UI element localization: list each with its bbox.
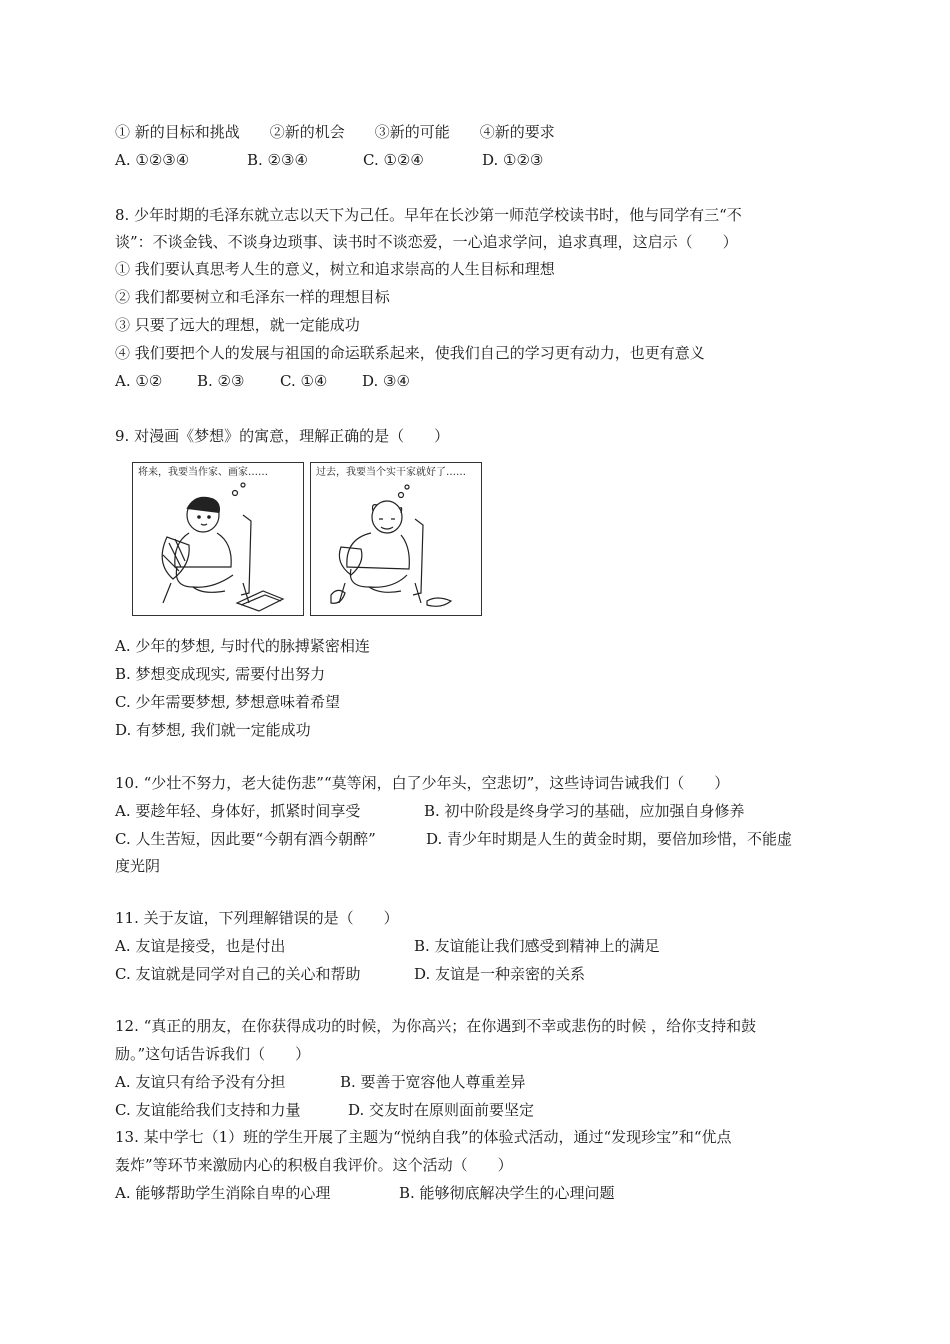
q8-item-1: ① 我们要认真思考人生的意义，树立和追求崇高的人生目标和理想 — [115, 260, 555, 278]
q11-choice-a: A. 友谊是接受，也是付出 — [115, 937, 286, 955]
q10-stem: 10. “少壮不努力，老大徒伤悲”“莫等闲，白了少年头，空悲切”，这些诗词告诫我们（ ） — [115, 774, 730, 792]
q9-choice-c: C. 少年需要梦想, 梦想意味着希望 — [115, 693, 341, 711]
q13-choice-b: B. 能够彻底解决学生的心理问题 — [399, 1184, 615, 1202]
q10-choice-d-line1: D. 青少年时期是人生的黄金时期，要倍加珍惜，不能虚 — [426, 830, 793, 848]
q11-choice-c: C. 友谊就是同学对自己的关心和帮助 — [115, 965, 361, 983]
q11-choice-b: B. 友谊能让我们感受到精神上的满足 — [414, 937, 660, 955]
q11-stem: 11. 关于友谊，下列理解错误的是（ ） — [115, 909, 399, 927]
old-man-drawing — [311, 463, 481, 615]
q12-choice-d: D. 交友时在原则面前要坚定 — [348, 1101, 535, 1119]
q12-choice-a: A. 友谊只有给予没有分担 — [115, 1073, 286, 1091]
q7-options-line: ① 新的目标和挑战 ②新的机会 ③新的可能 ④新的要求 — [115, 123, 555, 141]
q8-stem-line1: 8. 少年时期的毛泽东就立志以天下为己任。早年在长沙第一师范学校读书时，他与同学有三“不 — [115, 206, 742, 224]
q13-stem-line1: 13. 某中学七（1）班的学生开展了主题为“悦纳自我”的体验式活动，通过“发现珍宝”和“优点 — [115, 1128, 732, 1146]
q12-choice-b: B. 要善于宽容他人尊重差异 — [340, 1073, 526, 1091]
q9-choice-d: D. 有梦想, 我们就一定能成功 — [115, 721, 311, 739]
q13-choice-a: A. 能够帮助学生消除自卑的心理 — [115, 1184, 331, 1202]
q8-choice-a: A. ①② — [115, 372, 163, 390]
q8-choice-b: B. ②③ — [197, 372, 245, 390]
cartoon-panel-old — [310, 462, 482, 616]
cartoon-caption-old: 过去，我要当个实干家就好了…… — [316, 467, 466, 478]
q8-item-2: ② 我们都要树立和毛泽东一样的理想目标 — [115, 288, 390, 306]
q10-choice-b: B. 初中阶段是终身学习的基础，应加强自身修养 — [424, 802, 745, 820]
q8-stem-line2: 谈”：不谈金钱、不谈身边琐事、读书时不谈恋爱，一心追求学问，追求真理，这启示（ ） — [115, 233, 738, 251]
q11-choice-d: D. 友谊是一种亲密的关系 — [414, 965, 586, 983]
q13-stem-line2: 轰炸”等环节来激励内心的积极自我评价。这个活动（ ） — [115, 1156, 513, 1174]
cartoon-dream — [128, 462, 492, 620]
q10-choice-d-line2: 度光阴 — [115, 857, 161, 875]
q8-item-3: ③ 只要了远大的理想，就一定能成功 — [115, 316, 360, 334]
cartoon-caption-young: 将来，我要当作家、画家…… — [138, 467, 268, 478]
q12-stem-line1: 12. “真正的朋友，在你获得成功的时候，为你高兴；在你遇到不幸或悲伤的时候 ，给你支持和鼓 — [115, 1017, 757, 1035]
q12-choice-c: C. 友谊能给我们支持和力量 — [115, 1101, 301, 1119]
q7-choice-d: D. ①②③ — [482, 151, 544, 169]
q9-choice-a: A. 少年的梦想, 与时代的脉搏紧密相连 — [115, 637, 370, 655]
q8-choice-d: D. ③④ — [362, 372, 410, 390]
q7-choice-a: A. ①②③④ — [115, 151, 190, 169]
cartoon-panel-young — [132, 462, 304, 616]
q10-choice-a: A. 要趁年轻、身体好，抓紧时间享受 — [115, 802, 361, 820]
q9-stem: 9. 对漫画《梦想》的寓意，理解正确的是（ ） — [115, 427, 450, 445]
q12-stem-line2: 励。”这句话告诉我们（ ） — [115, 1045, 311, 1063]
q10-choice-c: C. 人生苦短，因此要“今朝有酒今朝醉” — [115, 830, 376, 848]
q8-choice-c: C. ①④ — [280, 372, 328, 390]
young-boy-drawing — [133, 463, 303, 615]
q9-choice-b: B. 梦想变成现实, 需要付出努力 — [115, 665, 326, 683]
q7-choice-b: B. ②③④ — [247, 151, 308, 169]
q8-item-4: ④ 我们要把个人的发展与祖国的命运联系起来，使我们自己的学习更有动力，也更有意义 — [115, 344, 705, 362]
q7-choice-c: C. ①②④ — [363, 151, 424, 169]
